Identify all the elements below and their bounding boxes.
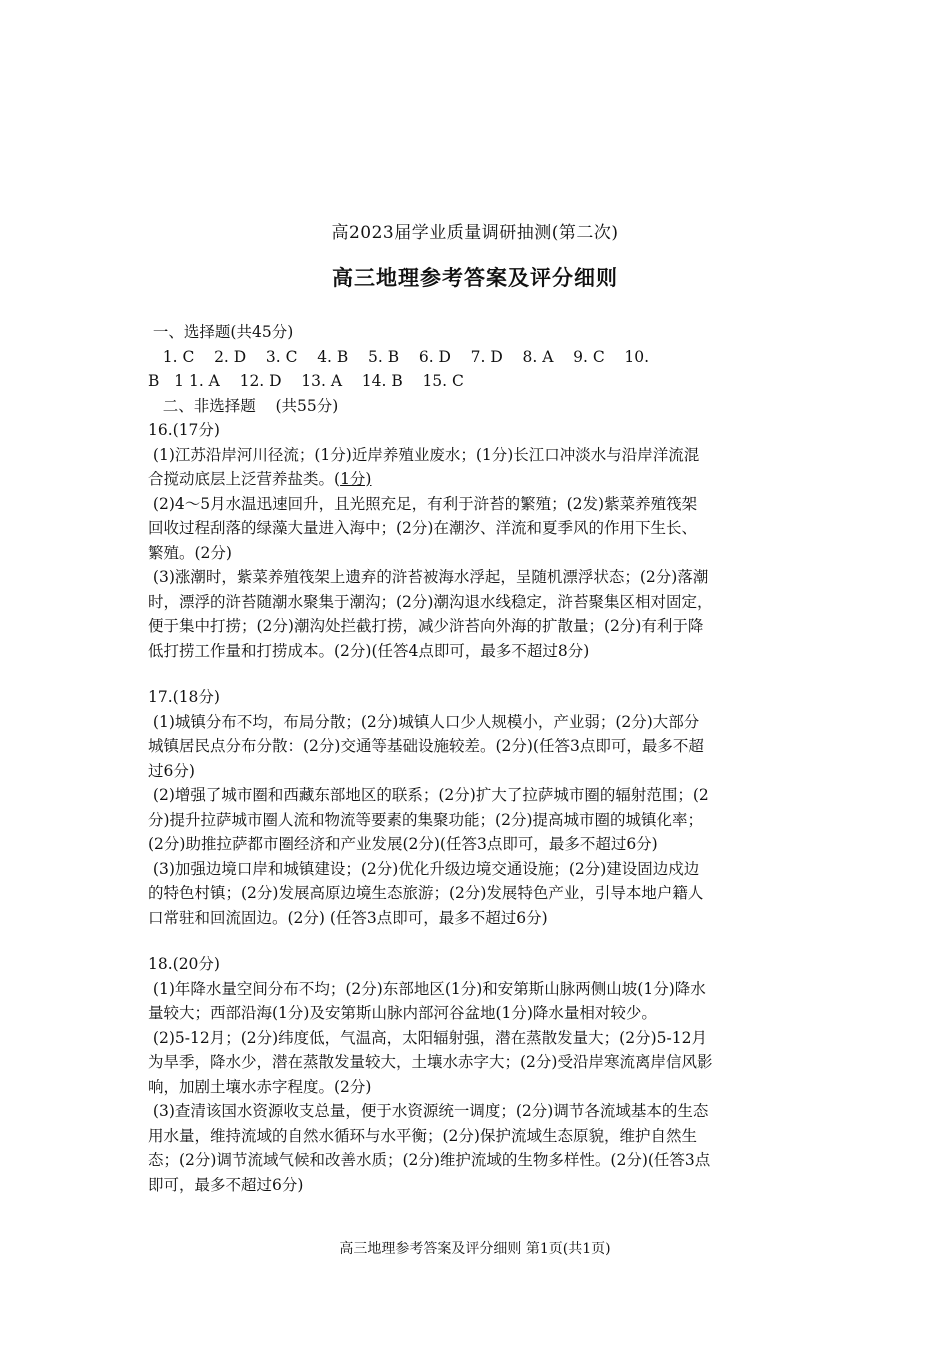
- q17-p3-line1: (3)加强边境口岸和城镇建设；(2分)优化升级边境交通设施；(2分)建设固边戍边: [148, 859, 700, 878]
- q17-p3-line2: 的特色村镇；(2分)发展高原边境生态旅游；(2分)发展特色产业，引导本地户籍人: [148, 884, 704, 902]
- q17-p2-line3: (2分)助推拉萨都市圈经济和产业发展(2分)(任答3点即可，最多不超过6分): [148, 835, 658, 853]
- q17-p1-line2: 城镇居民点分布分散：(2分)交通等基础设施较差。(2分)(任答3点即可，最多不超: [148, 737, 704, 755]
- q18-p3-line4: 即可，最多不超过6分): [148, 1175, 304, 1194]
- section1-heading: 一、选择题(共45分): [148, 323, 294, 341]
- spacer: [148, 663, 808, 685]
- q16-p1-line2: [148, 467, 808, 492]
- q17-p1-line1: (1)城镇分布不均，布局分散；(2分)城镇人口少人规模小，产业弱；(2分)大部分: [148, 712, 700, 731]
- choice-answers-line1: 1. C 2. D 3. C 4. B 5. B 6. D 7. D 8. A 9. C 10.: [148, 347, 650, 366]
- q18-p1-line1: (1)年降水量空间分布不均；(2分)东部地区(1分)和安第斯山脉两侧山坡(1分)降水: [148, 979, 706, 998]
- q17-p1-line3: 过6分): [148, 761, 195, 780]
- q18-p1-line2: 量较大；西部沿海(1分)及安第斯山脉内部河谷盆地(1分)降水量相对较少。: [148, 1004, 657, 1022]
- q18-p2-line1: (2)5-12月；(2分)纬度低，气温高，太阳辐射强，潜在蒸散发量大；(2分)5-12月: [148, 1028, 707, 1047]
- document-title: 高三地理参考答案及评分细则: [332, 265, 618, 290]
- q18-p3-line3: 态；(2分)调节流域气候和改善水质；(2分)维护流域的生物多样性。(2分)(任答3点: [148, 1151, 711, 1169]
- q16-p1-line1: (1)江苏沿岸河川径流；(1分)近岸养殖业废水；(1分)长江口冲淡水与沿岸洋流混: [148, 445, 700, 464]
- section2-heading: 二、非选择题 (共55分): [148, 396, 339, 415]
- choice-answers-line2: B 1 1. A 12. D 13. A 14. B 15. C: [148, 372, 464, 390]
- answer-content: [148, 320, 808, 1197]
- q16-p3-line1: (3)涨潮时，紫菜养殖筏架上遗弃的浒苔被海水浮起，呈随机漂浮状态；(2分)落潮: [148, 568, 709, 586]
- q16-p1-line2-text: 合搅动底层上泛营养盐类。(: [148, 470, 341, 488]
- q18-p3-line2: 用水量，维持流域的自然水循环与水平衡；(2分)保护流域生态原貌，维护自然生: [148, 1126, 697, 1145]
- q16-p2-line3: 繁殖。(2分): [148, 543, 232, 562]
- page-footer: 高三地理参考答案及评分细则 第1页(共1页): [339, 1241, 611, 1257]
- q18-p3-line1: (3)查清该国水资源收支总量，便于水资源统一调度；(2分)调节各流域基本的生态: [148, 1102, 709, 1120]
- q16-label: 16.(17分): [148, 421, 220, 439]
- q16-p3-line4: 低打捞工作量和打捞成本。(2分)(任答4点即可，最多不超过8分): [148, 641, 590, 660]
- q17-p2-line2: 分)提升拉萨城市圈人流和物流等要素的集聚功能；(2分)提高城市圈的城镇化率；: [148, 810, 704, 829]
- q18-label: 18.(20分): [148, 955, 220, 973]
- q16-p2-line1: (2)4～5月水温迅速回升，且光照充足，有利于浒苔的繁殖；(2发)紫菜养殖筏架: [148, 494, 698, 513]
- q18-p2-line3: 响，加剧土壤水赤字程度。(2分): [148, 1077, 372, 1096]
- q16-p3-line3: 便于集中打捞；(2分)潮沟处拦截打捞，减少浒苔向外海的扩散量；(2分)有利于降: [148, 617, 704, 635]
- q16-p3-line2: 时，漂浮的浒苔随潮水聚集于潮沟；(2分)潮沟退水线稳定，浒苔聚集区相对固定，: [148, 592, 713, 611]
- q17-label: 17.(18分): [148, 688, 220, 706]
- q16-p1-line2-underlined: 1分): [340, 470, 372, 488]
- q17-p2-line1: (2)增强了城市圈和西藏东部地区的联系；(2分)扩大了拉萨城市圈的辐射范围；(2: [148, 786, 709, 804]
- spacer: [148, 930, 808, 952]
- q17-p3-line3: 口常驻和回流固边。(2分) (任答3点即可，最多不超过6分): [148, 908, 548, 927]
- q18-p2-line2: 为旱季，降水少，潜在蒸散发量较大，土壤水赤字大；(2分)受沿岸寒流离岸信风影: [148, 1053, 713, 1071]
- q16-p2-line2: 回收过程刮落的绿藻大量进入海中；(2分)在潮汐、洋流和夏季风的作用下生长、: [148, 519, 697, 537]
- exam-title: 高2023届学业质量调研抽测(第二次): [331, 223, 619, 243]
